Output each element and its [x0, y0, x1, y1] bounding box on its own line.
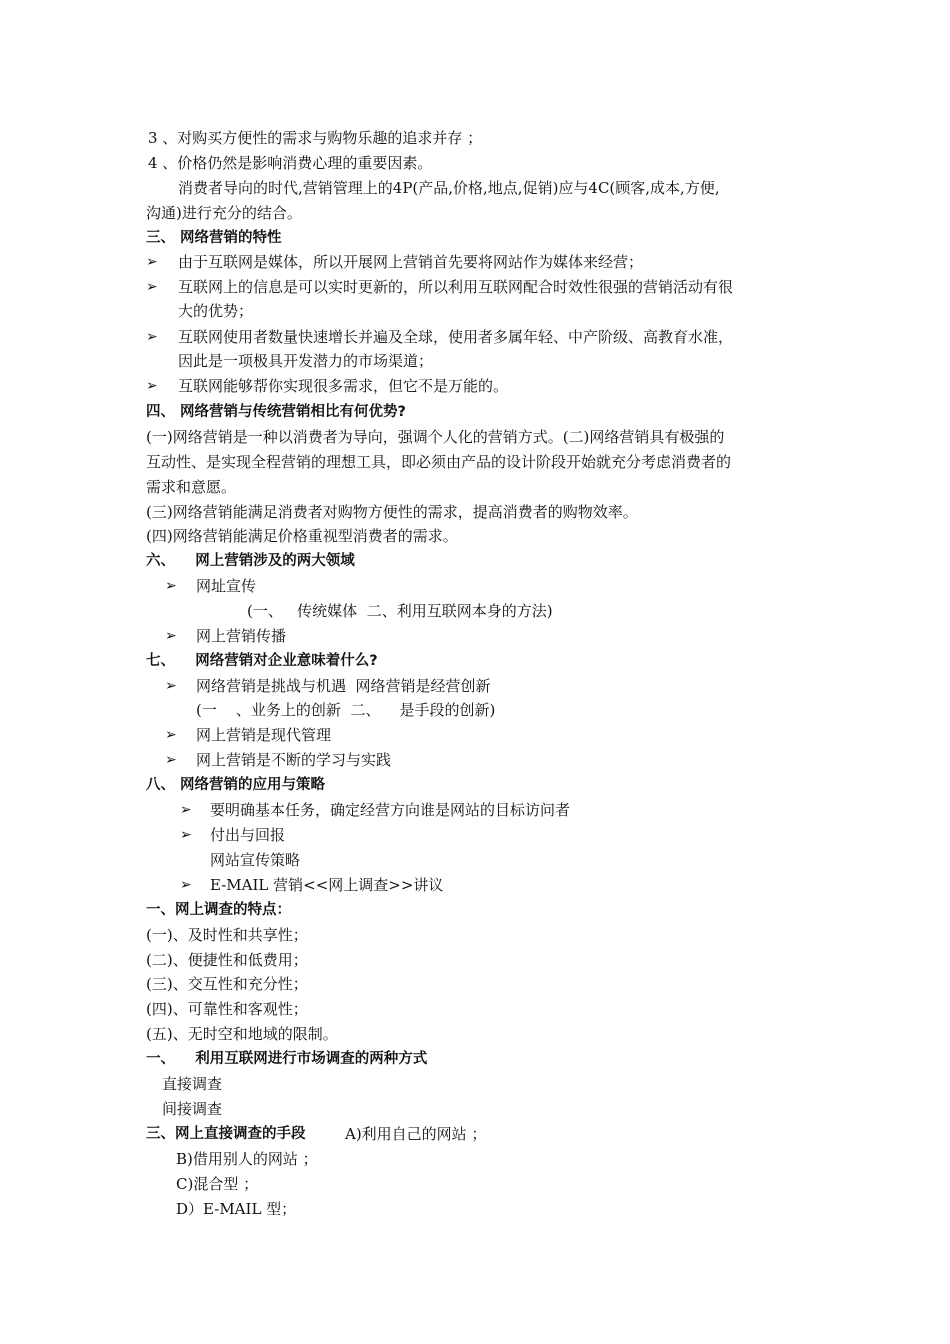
text-line: 互联网使用者数量快速增长并遍及全球，使用者多属年轻、中产阶级、高教育水准， — [178, 328, 734, 346]
section-heading: 一、 利用互联网进行市场调查的两种方式 — [146, 1051, 428, 1067]
text-line: (二)、便捷性和低费用； — [146, 951, 308, 969]
text-line: 互动性、是实现全程营销的理想工具，即必须由产品的设计阶段开始就充分考虑消费者的 — [146, 453, 732, 471]
text-line: 大的优势； — [178, 302, 254, 320]
text-line: 沟通)进行充分的结合。 — [146, 204, 302, 222]
text-line: 互联网能够帮你实现很多需求，但它不是万能的。 — [178, 377, 509, 395]
arrow-bullet-icon: ➢ — [146, 279, 158, 295]
arrow-bullet-icon: ➢ — [165, 578, 177, 594]
section-heading: 三、 网络营销的特性 — [146, 230, 282, 246]
arrow-bullet-icon: ➢ — [146, 254, 158, 270]
text-line: 付出与回报 — [210, 826, 286, 844]
section-heading: 六、 网上营销涉及的两大领域 — [146, 553, 355, 569]
arrow-bullet-icon: ➢ — [165, 678, 177, 694]
section-heading: 一、网上调查的特点： — [146, 902, 291, 918]
arrow-bullet-icon: ➢ — [146, 378, 158, 394]
text-line: 网上营销是现代管理 — [196, 726, 332, 744]
arrow-bullet-icon: ➢ — [180, 877, 192, 893]
text-line: (一)网络营销是一种以消费者为导向，强调个人化的营销方式。(二)网络营销具有极强的 — [146, 428, 725, 446]
arrow-bullet-icon: ➢ — [165, 628, 177, 644]
arrow-bullet-icon: ➢ — [180, 802, 192, 818]
text-line: (五)、无时空和地域的限制。 — [146, 1025, 338, 1043]
text-line: 3 、对购买方便性的需求与购物乐趣的追求并存 ； — [148, 129, 483, 147]
text-line: 间接调查 — [162, 1100, 223, 1118]
text-line: (四)网络营销能满足价格重视型消费者的需求。 — [146, 527, 458, 545]
text-line: 网上营销是不断的学习与实践 — [196, 751, 392, 769]
text-line: (一)、及时性和共享性； — [146, 926, 308, 944]
text-line: D）E-MAIL 型； — [176, 1200, 297, 1218]
arrow-bullet-icon: ➢ — [180, 827, 192, 843]
text-line: C)混合型 ； — [176, 1175, 259, 1193]
section-heading: 三、网上直接调查的手段 — [146, 1126, 306, 1142]
section-heading: 四、 网络营销与传统营销相比有何优势? — [146, 404, 406, 420]
text-line: 要明确基本任务，确定经营方向谁是网站的目标访问者 — [210, 801, 571, 819]
text-line: 互联网上的信息是可以实时更新的，所以利用互联网配合时效性很强的营销活动有很 — [178, 278, 734, 296]
arrow-bullet-icon: ➢ — [165, 727, 177, 743]
text-line: 4 、价格仍然是影响消费心理的重要因素。 — [148, 154, 433, 172]
arrow-bullet-icon: ➢ — [165, 752, 177, 768]
text-line: 因此是一项极具开发潜力的市场渠道； — [178, 352, 434, 370]
text-line: 网站宣传策略 — [210, 851, 301, 869]
text-line: 网上营销传播 — [196, 627, 287, 645]
text-line: (三)、交互性和充分性； — [146, 975, 308, 993]
text-line: (一、 传统媒体 二、利用互联网本身的方法) — [247, 602, 553, 620]
section-heading: 八、 网络营销的应用与策略 — [146, 777, 326, 793]
text-line: 消费者导向的时代,营销管理上的4P(产品,价格,地点,促销)应与4C(顾客,成本,方便, — [178, 179, 720, 197]
text-line: (一 、业务上的创新 二、 是手段的创新) — [196, 701, 496, 719]
text-line: 网络营销是挑战与机遇 网络营销是经营创新 — [196, 677, 491, 695]
text-line: E-MAIL 营销<<网上调查>>讲议 — [210, 876, 444, 894]
arrow-bullet-icon: ➢ — [146, 329, 158, 345]
text-line: 网址宣传 — [196, 577, 257, 595]
section-heading: 七、 网络营销对企业意味着什么? — [146, 653, 378, 669]
text-line: (四)、可靠性和客观性； — [146, 1000, 308, 1018]
text-line: B)借用别人的网站 ； — [176, 1150, 318, 1168]
text-line: 直接调查 — [162, 1075, 223, 1093]
text-line: A)利用自己的网站 ； — [345, 1125, 487, 1143]
text-line: (三)网络营销能满足消费者对购物方便性的需求，提高消费者的购物效率。 — [146, 503, 638, 521]
text-line: 由于互联网是媒体，所以开展网上营销首先要将网站作为媒体来经营； — [178, 253, 644, 271]
text-line: 需求和意愿。 — [146, 478, 237, 496]
